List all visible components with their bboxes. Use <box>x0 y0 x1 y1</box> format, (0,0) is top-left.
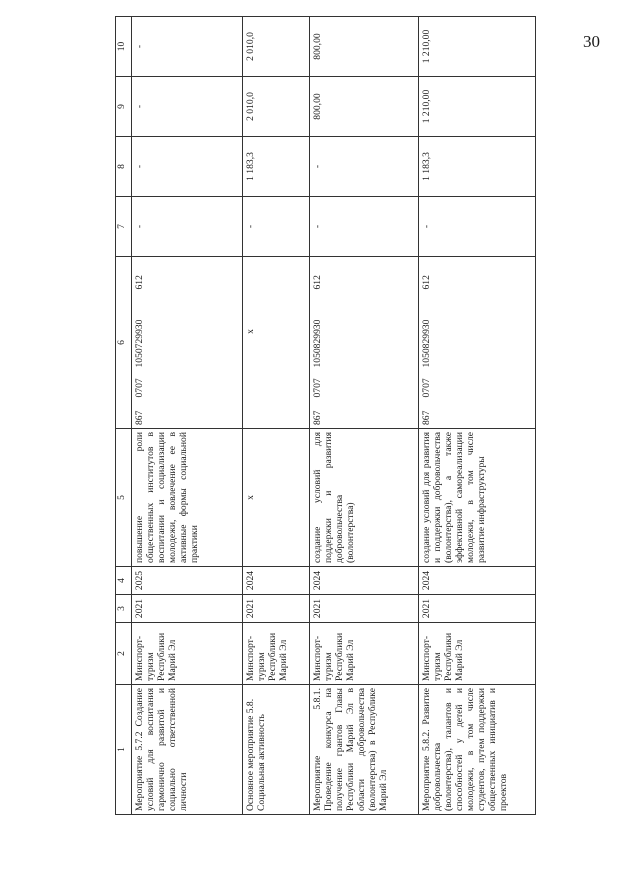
end-year: 2025 <box>132 567 243 595</box>
expected-result: х <box>243 429 310 567</box>
vr-code <box>243 257 310 293</box>
end-year: 2024 <box>310 567 419 595</box>
vr-code: 612 <box>310 257 419 293</box>
rotated-table-container <box>115 29 640 815</box>
value-col10: 2 010,0 <box>243 17 310 77</box>
start-year: 2021 <box>310 595 419 623</box>
activity-name: Мероприятие 5.8.2. Развитие добровольчества (волонтерства), талантов и способностей у детей и молодежи, в том числе студентов, путем поддержки общественных инициатив и проектов <box>419 685 536 815</box>
grbs-code: 867 <box>419 401 536 429</box>
executor: Минспорт-туризм Республики Марий Эл <box>419 623 536 685</box>
start-year: 2021 <box>132 595 243 623</box>
value-col7: - <box>310 197 419 257</box>
value-col10: 1 210,00 <box>419 17 536 77</box>
table-row <box>310 17 419 815</box>
value-col10: - <box>132 17 243 77</box>
value-col8: - <box>310 137 419 197</box>
activity-name: Мероприятие 5.7.2 Создание условий для воспитания гармонично развитой и социально ответственной личности <box>132 685 243 815</box>
csr-code: 1050829930 <box>310 293 419 371</box>
col-header-8: 8 <box>116 137 132 197</box>
start-year: 2021 <box>419 595 536 623</box>
csr-code: 1050829930 <box>419 293 536 371</box>
end-year: 2024 <box>243 567 310 595</box>
col-header-3: 3 <box>116 595 132 623</box>
col-header-9: 9 <box>116 77 132 137</box>
value-col9: 800,00 <box>310 77 419 137</box>
grbs-code: 867 <box>310 401 419 429</box>
page-number: 30 <box>583 32 600 51</box>
program-table <box>115 16 536 815</box>
col-header-7: 7 <box>116 197 132 257</box>
col-header-1: 1 <box>116 685 132 815</box>
rzpr-code: 0707 <box>419 371 536 401</box>
executor: Минспорт-туризм Республики Марий Эл <box>310 623 419 685</box>
grbs-code: 867 <box>132 401 243 429</box>
csr-code: 1050729930 <box>132 293 243 371</box>
activity-name: Мероприятие 5.8.1. Проведение конкурса на получение грантов Главы Республики Марий Эл в области добровольчества (волонтерства) в Республике Марий Эл <box>310 685 419 815</box>
col-header-5: 5 <box>116 429 132 567</box>
rzpr-code <box>243 371 310 401</box>
activity-name: Основное мероприятие 5.8. Социальная активность <box>243 685 310 815</box>
value-col7: - <box>419 197 536 257</box>
table-row <box>132 17 243 815</box>
col-header-4: 4 <box>116 567 132 595</box>
rzpr-code: 0707 <box>310 371 419 401</box>
value-col7: - <box>132 197 243 257</box>
executor: Минспорт-туризм Республики Марий Эл <box>243 623 310 685</box>
expected-result: повышение роли общественных институтов в воспитании и социализации молодежи, вовлечение ее в активные формы социальной практики <box>132 429 243 567</box>
table-row <box>419 17 536 815</box>
vr-code: 612 <box>419 257 536 293</box>
value-col8: 1 183,3 <box>419 137 536 197</box>
value-col10: 800,00 <box>310 17 419 77</box>
csr-code: х <box>243 293 310 371</box>
table-row <box>243 17 310 815</box>
executor: Минспорт-туризм Республики Марий Эл <box>132 623 243 685</box>
rzpr-code: 0707 <box>132 371 243 401</box>
value-col9: 2 010,0 <box>243 77 310 137</box>
col-header-6: 6 <box>116 257 132 429</box>
start-year: 2021 <box>243 595 310 623</box>
grbs-code <box>243 401 310 429</box>
column-number-row <box>116 17 132 815</box>
expected-result: создание условий для поддержки и развития добровольчества (волонтерства) <box>310 429 419 567</box>
value-col7: - <box>243 197 310 257</box>
value-col9: 1 210,00 <box>419 77 536 137</box>
col-header-2: 2 <box>116 623 132 685</box>
col-header-10: 10 <box>116 17 132 77</box>
vr-code: 612 <box>132 257 243 293</box>
value-col8: - <box>132 137 243 197</box>
end-year: 2024 <box>419 567 536 595</box>
expected-result: создание условий для развития и поддержки добровольчества (волонтерства), а также эффективной самореализации молодежи, в том числе развитие инфраструктуры <box>419 429 536 567</box>
value-col8: 1 183,3 <box>243 137 310 197</box>
value-col9: - <box>132 77 243 137</box>
